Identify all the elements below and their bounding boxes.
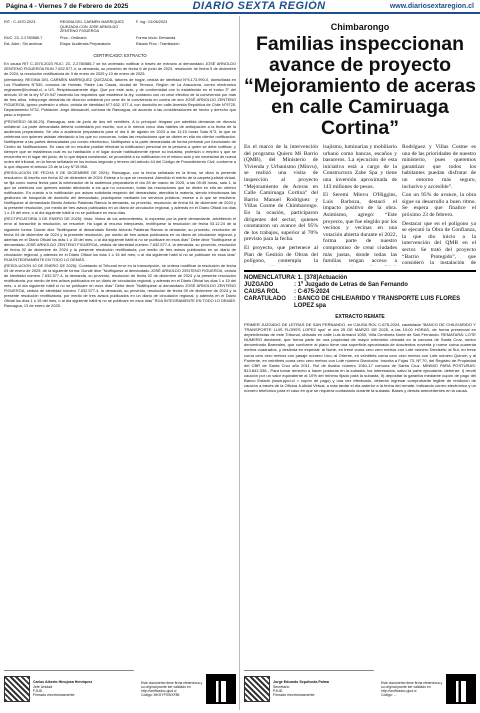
meta-cell: F. ing.: 01/06/2023 [136, 20, 168, 24]
meta-cell: Proc.: Ordinario [60, 35, 87, 40]
article-paragraph: El Seremi Minvu O'Higgins, Luis Barboza, destacó el impacto positivo de la obra. Asimismo, agregó: “Este proyecto, que fue elegido por los vecinos y vecinas en una votación abierta durante el 2022, forma parte de nuestro compromiso de crear ciudades más justas, donde todas las familias tengan acceso a [323, 192, 397, 265]
nom-value: : C-675-2024 [294, 289, 330, 295]
meta-cell: Est. Adm.: Sin archivar [4, 42, 43, 47]
legal-paragraph: (RESOLUCION DE FECHA 9 DE DICIEMBRE DE 2024): Rancagua, con la fecha señalada en la firma, se dicta la presente resolución: Al escrito con fecha 02 de diciembre de 2024: Estese a lo que se resolverá. Atendido el mérito de la carpeta judicial virtual, se fija como nueva fecha para la celebración de la audiencia preparatoria el día 28 de marzo de 2025, a las 09:45 horas, sala 1, la que se celebrará con quienes asistan afectando a los que no concurran, todas las resoluciones que se dicten en ella sin ulterior notificación. En cuanto a la notificación por avisos solicitada respecto del demandado; atendida la materia, siendo infructuosas las gestiones de búsqueda de domicilio del demandado, practíquese mediante los servicios públicos; estese a lo que se resolverá. Notifíquese al demandado Benito Antonio Palabras Ramos la demanda, su proveído, resolución de fecha 04 de diciembre de 2024 y la presente resolución, por medio de tres avisos publicados en un diario de circulación regional, y además en el Diario Oficial los días 1 o 15 del mes, o al día siguiente hábil si no se publicare en esos días. [4, 170, 236, 216]
nomenclatura-table [244, 275, 476, 310]
qr-validation [141, 674, 236, 704]
website-link[interactable]: www.diariosextaregion.cl [389, 2, 474, 10]
article-column [323, 144, 397, 266]
extracto-title: EXTRACTO REMATE [335, 314, 385, 320]
legal-paragraph: (demanda): REGINA DEL CARMEN MARRIQUEZ QUEZADA, labores de hogar, cédula de identidad N°6.173.990-0, domiciliada en Los Picaflores N°530, comuna de Huimán, Padre Las Casas, ciudad de Temuco, Región de La Araucanía, correo electrónico reginamm@hotmail.cl, a US. Respetuosamente digo: Que por este acto, y de conformidad con lo establecido en el inciso 3° del artículo 19 de la ley N°19.947 haciendo los requisitos que establece la ley, contando con un cese efectivo de la convivencia por más de tres años, interpongo demanda de divorcio unilateral por cese de la convivencia en contra de don JOSÉ ARNOLDO ZENTENO FIGUEROA, ignoro profesión u oficio, cédula de identidad N°7.632. 577-4, con domicilio en calle Avenida República de Chile N°9725, Departamento N°32, Población Jorge Alessandri, comuna de Rancagua, de acuerdo a las consideraciones de hecho y derecho que paso a exponer. [4, 77, 236, 118]
newspaper-name: DIARIO SEXTA REGIÓN [192, 0, 326, 12]
nom-label: JUZGADO [244, 282, 274, 288]
article-kicker: Chimbarongo [330, 22, 390, 32]
legal-paragraph: En causa RIT C-1570-2023 RUC: 23- 2-2780585-7 se ha ordenado notificar a través de extracto al demandado JOSÉ ARNOLDO ZENTENO FIGUEROA RUN 7.632.577-4, la demanda, su proveído de fecha 6 de junio de 2023, resolución de fecha 9 de diciembre de 2024, la resolución rectificatoria de 3 de enero de 2025 y 10 de enero de 2025. [4, 61, 236, 77]
qr-text [141, 681, 203, 697]
qr-line: Código: MKGYPXWXF85 [141, 693, 180, 697]
signer-box [244, 670, 374, 704]
signer-line: Firmado electrónicamente [273, 693, 315, 698]
legal-paragraph: (RECTIFICATORIA 3 DE ENERO DE 2025): Visto: Vistos de los antecedentes, lo expuesto por la parte demandante, advirtiendo el error al transcribir la resolución, se resuelve: Ha lugar al recurso interpuesto, rectifíquese la resolución de fecha 03.12.24 de la siguiente forma: Donde dice "Notifíquese al demandado Benito Antonio Palabras Ramos la demanda, su proveído, resolución de fecha 04 de diciembre de 2024 y la presente resolución, por medio de tres avisos publicados en un diario de circulación regional, y además en el Diario Oficial los días 1 o 15 del mes, o al día siguiente hábil si no se publicare en esos días" Debe decir "Notifíquese al demandado JOSÉ ARNOLDO ZENTENO FIGUEROA, cédula de identidad número 7.632.577-4, la demanda, su proveído, resolución de fecha 02 de diciembre de 2024 y la presente resolución rectificatoria, por medio de tres avisos publicados en un diario de circulación regional, y además en el Diario Oficial los días 1 o 15 del mes, o al día siguiente hábil si no se publicare en esos días" RIJA ÍNTEGRAMENTE EN TODO LO DEMÁS. [4, 216, 236, 262]
signer-info [273, 680, 329, 698]
signature-seal-icon [244, 676, 270, 702]
article-body [244, 144, 476, 266]
signer-info [33, 680, 92, 698]
signer-line: Jefe Unidad [33, 684, 53, 689]
article-column [244, 144, 318, 266]
meta-cell: Forma inicio: Demanda [136, 35, 176, 40]
qr-validation [381, 674, 476, 704]
column-divider [239, 16, 240, 710]
article-paragraph: En el marco de la intervención del programa Quiero Mi Barrio (QMB), del Ministerio de Vivienda y Urbanismo (Minvu), se realizó una visita de inspección al proyecto “Mejoramiento de Aceras en Calle Camiruaga Cortina” del Barrio Manuel Rodríguez y Villas Cosme de Chimbarongo. En la ocasión, participaron dirigentes del sector, quienes constataron un avance del 95% de los trabajos, superior al 70% previsto para la fecha. [244, 144, 318, 243]
legal-notice-divorcio [4, 18, 236, 708]
meta-cell: RIT : C-1570-2023 [4, 20, 36, 24]
signature-block [4, 654, 236, 704]
nom-label: CARATULADO [244, 296, 286, 302]
qr-code-icon[interactable] [206, 674, 236, 704]
news-and-auction [244, 18, 476, 708]
qr-code-icon[interactable] [446, 674, 476, 704]
qr-line: Código: ... [381, 693, 397, 697]
nom-value: : 1º Juzgado de Letras de San Fernando [294, 282, 408, 288]
legal-body [4, 61, 236, 308]
article-headline: Familias inspeccionan avance de proyecto “Mejoramiento de aceras en calle Camiruaga Cortina” [244, 33, 476, 139]
meta-cell: Etapa: Audiencia Preparatoria [60, 42, 111, 47]
masthead [0, 0, 480, 14]
article-column [402, 144, 476, 266]
nom-value: : BANCO DE CHILE/ARIDO Y TRANSPORTE LUIS FLORES LOPEZ spa [294, 296, 461, 309]
signer-line: Jorge Eduardo Sepúlveda Palma [273, 680, 329, 685]
meta-cell: RUC: 23- 2-2780585-7 [4, 35, 43, 40]
certificate-title: CERTIFICADO: EXTRACTO [93, 52, 147, 58]
qr-line: Este documento tiene firma electrónica y su original puede ser validado en http://verificadoc.pjud.cl [141, 681, 203, 693]
meta-cell: REGINA DEL CARMEN MARRIQUEZ QUEZADA CON JOSE ARNOLDO ZENTENO FIGUEROA [60, 20, 124, 34]
signer-line: Secretario [273, 684, 290, 689]
article-paragraph: El proyecto, que pertenece al Plan de Gestión de Obras del polígono, contempla la [244, 244, 318, 265]
article-paragraph: isajismo, luminarias y mobiliario urbano como bancas, escaños y basureros. La ejecución de esta iniciativa está a cargo de la Constructora Zabe Spa y tiene una inversión aproximada de 143 millones de pesos. [323, 144, 397, 190]
qr-line: Este documento tiene firma electrónica y su original puede ser validado en http://verificadoc.pjud.cl [381, 681, 443, 693]
signature-block-right [244, 654, 476, 704]
signer-line: FJUD [33, 689, 43, 693]
nom-label: CAUSA ROL [244, 289, 280, 295]
auction-notice [244, 270, 476, 393]
article-paragraph: Destacar que en el polígono ya se ejecutó la Obra de Confianza, la que dio inicio a la intervención del QMB en el sector. Se trató del proyecto “Barrio Protegido”, que consideró la instalación de [402, 220, 476, 266]
legal-paragraph: (PROVEÍDO 06.06.23): Rancagua, seis de junio de dos mil veintitrés. A lo principal: téngase por admitida demanda de divorcio unilateral. La parte demandada deberá contestarla por escrito, con a lo menos cinco días hábiles de anticipación a la fecha de la audiencia preparatoria. Se cita a audiencia preparatoria para el día 6 de agosto de 2023 a las 11:15 horas Sala N°3, la que se celebrará con quienes asistan afectando a los que no concurran, todas las resoluciones que se dicten en ella sin ulterior notificación. Notifíquese a las partes demandadas por correo electrónico. Notifíquese a la parte demandada de forma personal por funcionario de Centro de Notificaciones. En caso de no resultar posible efectuar la notificación personal de la persona a quien se debe notificar, y siempre que se establezca cual es su habitación o el lugar donde habitualmente ejerce su industria, profesión o empleo y que se encuentra en el lugar del juicio, de lo que dejará constancia, se procederá a su notificación en el mismo acto y sin necesidad de nueva orden del tribunal, en la forma señalada en los incisos segundo y tercero del artículo 44 del Código de Procedimiento Civil, conforme a lo que dispone el artículo 23 de la Ley N°19.968. [4, 118, 236, 169]
signer-line: PJUD [273, 689, 283, 693]
legal-paragraph: (RESOLUCION 10 DE ENERO DE 2025): Constando al Tribunal error en la transcripción, se ordena modificar la resolución de fecha 03 de enero de 2025, de la siguiente forma: Donde dice "Notifíquese al demandado JOSÉ ARNOLDO ZENTENO FIGUEROA, cédula de identidad número 7.632.577-4, la demanda, su proveído, resolución de fecha 02 de diciembre de 2024 y la presente resolución rectificatoria, por medio de tres avisos publicados en un diario de circulación regional, y además en el Diario Oficial los días 1 o 15 del mes, o al día siguiente hábil si no se publicare en esos días" Debe decir "Notifíquese al demandado JOSÉ ARNOLDO ZENTENO FIGUEROA, cédula de identidad número 7.632.577-4, la demanda, su proveído, resolución de fecha 09 de diciembre de 2024 y la presente resolución rectificatoria, por medio de tres avisos publicados en un diario de circulación regional, y además en el Diario Oficial los días 1 o 15 del mes, o al día siguiente hábil si no se publicare en esos días" RIJA ÍNTEGRAMENTE EN TODO LO DEMÁS. Rancagua, 13 de enero de 2025. [4, 262, 236, 309]
signature-seal-icon [4, 676, 30, 702]
nom-value: : 1. [378]Actuación [294, 275, 348, 281]
signer-box [4, 670, 134, 704]
signer-line: Firmado electrónicamente [33, 693, 75, 698]
article-paragraph: Rodríguez y Villas Cosme es una de las prioridades de nuestro ministerio, pues queremos garantizar que todos los habitantes puedan disfrutar de un entorno más seguro, inclusivo y accesible”. [402, 144, 476, 190]
nom-label: NOMENCLATURA [244, 275, 295, 281]
article-paragraph: Con un 95% de avance, la obra sigue su desarrollo a buen ritmo. Se espera que finalice el próximo 23 de febrero. [402, 192, 476, 218]
page-info: Página 4 - Viernes 7 de Febrero de 2025 [6, 2, 129, 10]
extracto-body: PRIMER JUZGADO DE LETRAS DE SAN FERNANDO, en CAUSA ROL C-675-2024, caratulada "BANCO DE CHILE/ARIDO Y TRANSPORTE LUIS FLORES LOPEZ spa" el día 25 DE MARZO DE 2025, a las 10:00 HORAS, de forma presencial en dependencias de este Tribunal, ubicado en calle Luis Armand 1050, Villa Centinela Norte de San Fernando. REMATARÁ: LOTE NÚMERO diecisiete, que forma parte de una propiedad de mayor extensión ubicada en la comuna de Santa Cruz, sector denominado Barreales, que conforme al plano tiene una superficie aproximada de doscientos noventa y nueve coma cuarenta metros cuadrados, y deslinda en especial: al Norte, en trece coma cero cero metros con Lote número Dieciséis; al Sur, en trece coma cero cero metros con pasaje número Uno; al Oriente, en veintitrés coma cero cero metros con Lote número Quince; y al Poniente, en veintitrés coma cero cero metros con Lote número Dieciocho. Inscrita a Fojas 73, Nº 70, del Registro de Propiedad del CBR de Santa Cruz año 2011. Rol de Avalúo número 1061-17 comuna de Santa Cruz. MÍNIMO PARA POSTURAS: $13.842.338.- Para tomar derecho a hacer posturas en la subasta, los interesados, salvo la parte ejecutante, deberán: I) rendir caución por un valor equivalente al 10% del mínimo fijado para la subasta, II) depositar la garantía mediante cupón de pago del Banco Estado (www.pjud.cl > cupón de pago) y una vez efectuado, deberán ingresar comprobante legible de rendición de caución a través de la Oficina Judicial Virtual, a más tardar el día anterior a la fecha del remate, indicando correo electrónico y un número telefónico para el caso en que se requiera contactarlo durante la subasta. Bases y demás antecedentes en la causa. [244, 322, 476, 394]
case-meta [4, 18, 236, 50]
meta-cell: Estado Proc.: Tramitación [136, 42, 180, 47]
qr-text [381, 681, 443, 697]
signer-line: Carlos Alberto Hinojosa Henríquez [33, 680, 93, 685]
